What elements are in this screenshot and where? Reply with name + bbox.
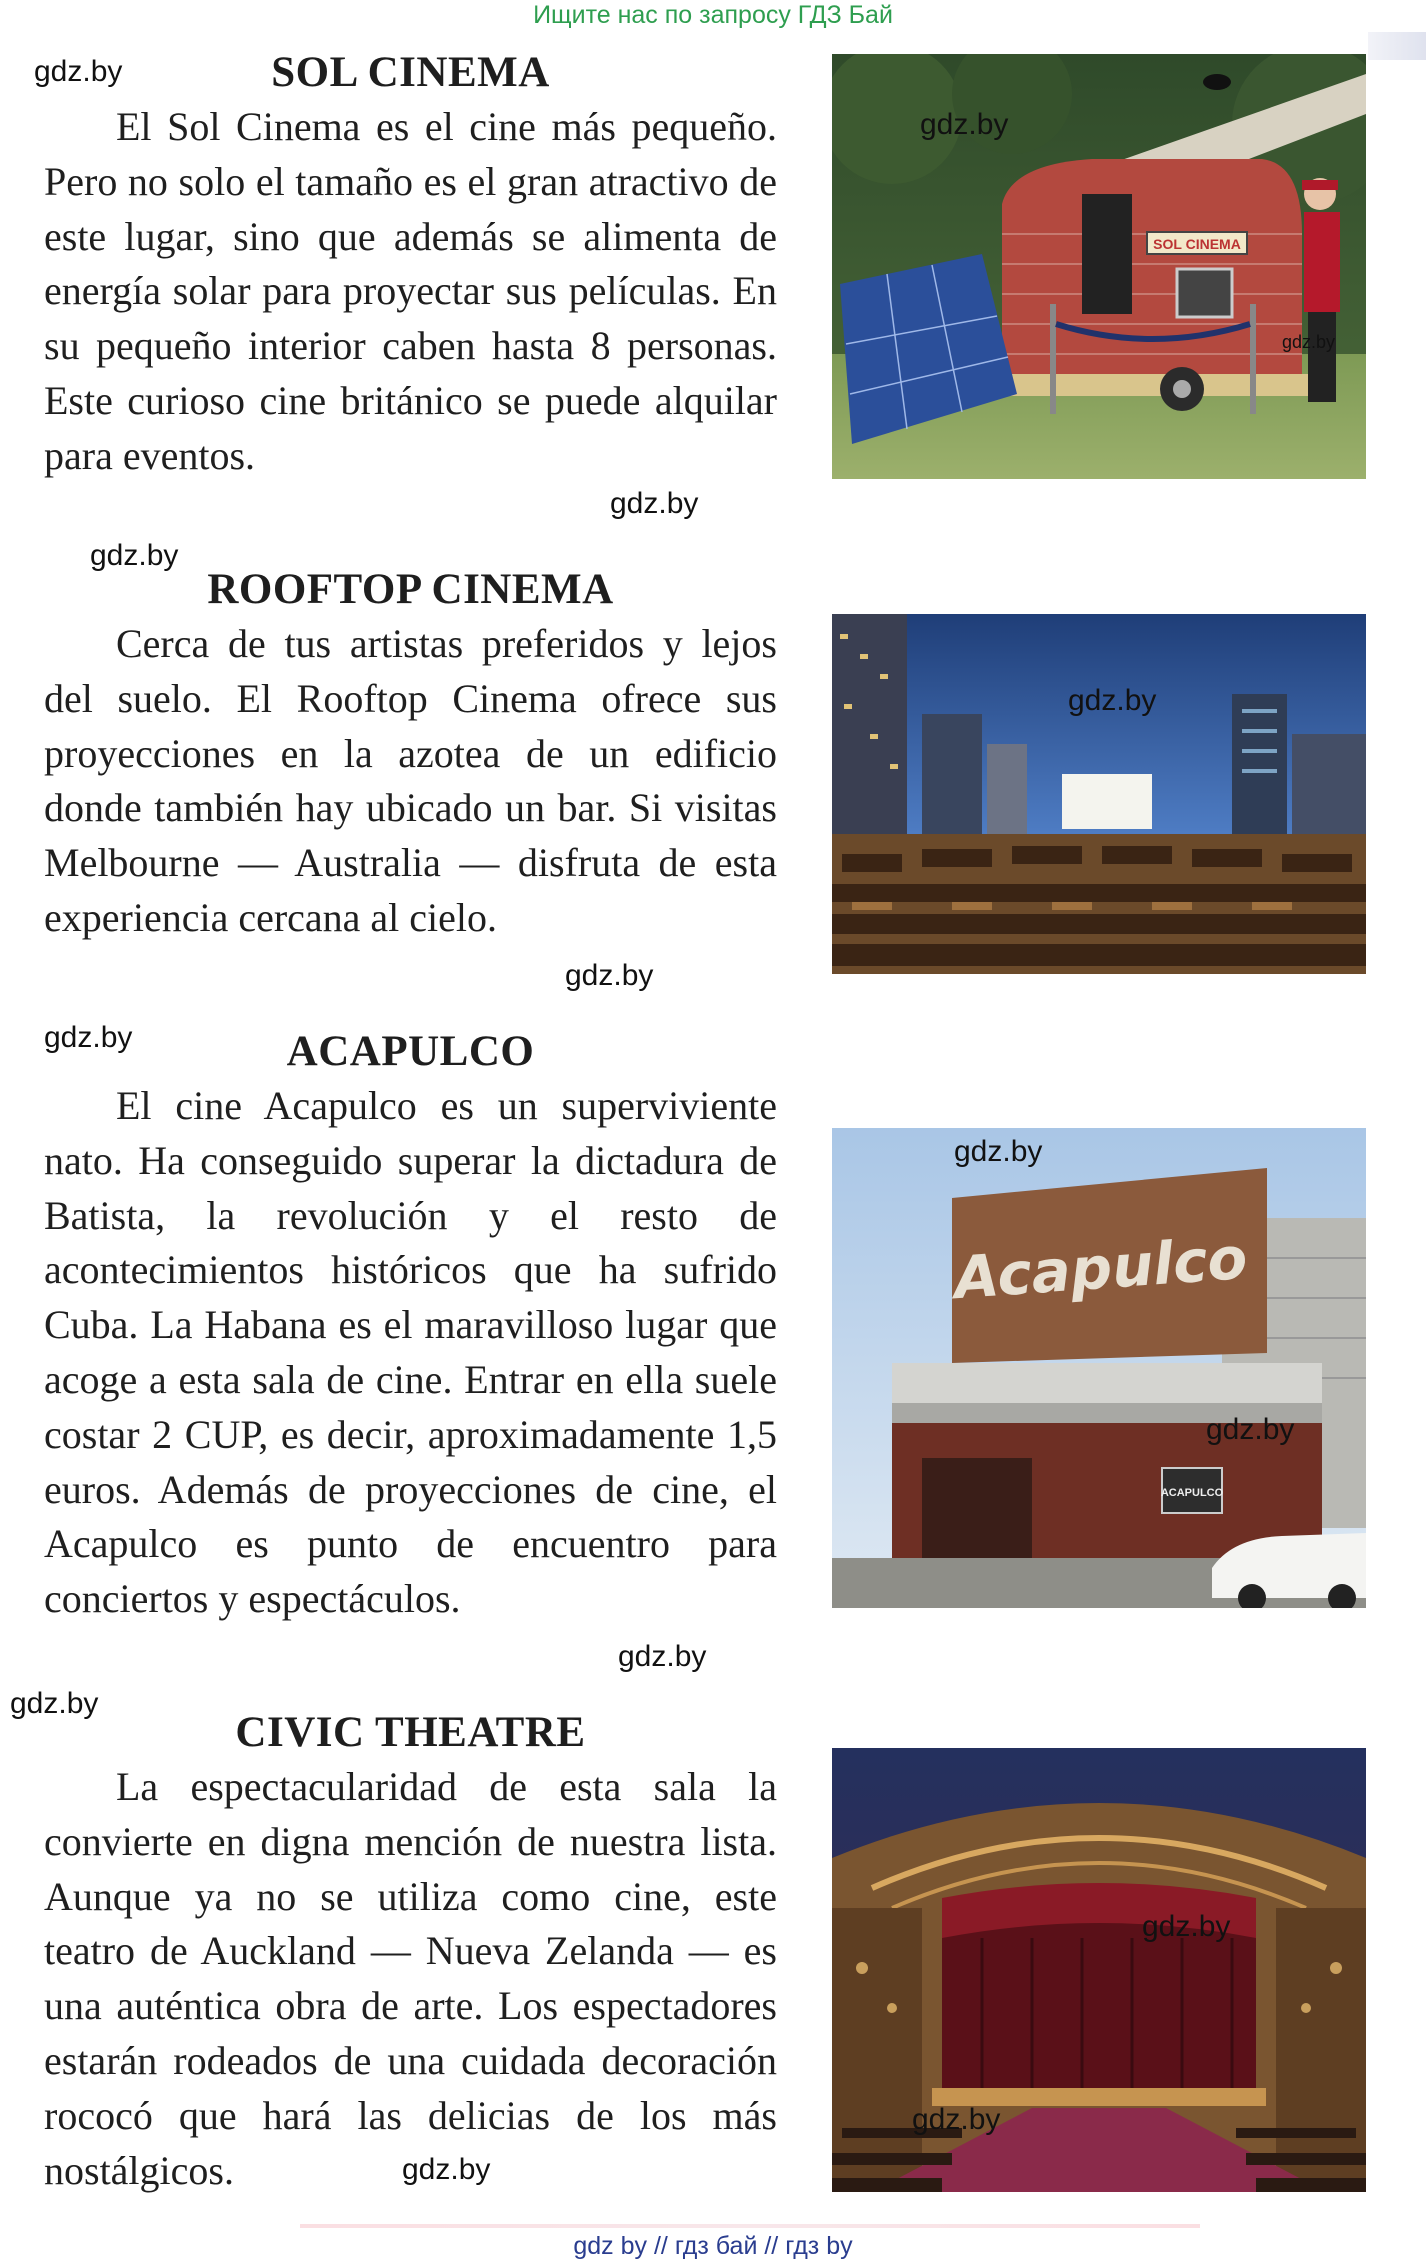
watermark: gdz.by: [1068, 684, 1157, 717]
watermark: gdz.by: [1206, 1413, 1295, 1446]
watermark: gdz.by: [618, 1640, 707, 1673]
section-rooftop-cinema: [44, 565, 777, 946]
photo-acapulco: [832, 1128, 1366, 1608]
watermark: gdz.by: [920, 108, 1009, 141]
watermark: gdz.by: [90, 539, 179, 572]
watermark: gdz.by: [610, 487, 699, 520]
section-title: ACAPULCO: [286, 1028, 535, 1075]
section-text: El Sol Cinema es el cine más pequeño. Pero no solo el tamaño es el gran atractivo de este lugar, sino que además se alimenta de energía solar para proyectar sus películas. En su pequeño interior caben hasta 8 personas. Este curioso cine británico se puede alquilar para eventos.: [44, 104, 777, 478]
watermark: gdz.by: [34, 55, 123, 88]
watermark: gdz.by: [1282, 332, 1336, 352]
footer-strip: [300, 2224, 1200, 2228]
watermark: gdz.by: [402, 2153, 491, 2186]
watermark: gdz.by: [565, 959, 654, 992]
acapulco-sign-text: Acapulco: [951, 1223, 1250, 1313]
watermark: gdz.by: [954, 1135, 1043, 1168]
watermark: gdz.by: [44, 1021, 133, 1054]
footer-links[interactable]: gdz by // гдз бай // гдз by: [573, 2232, 853, 2260]
watermark: gdz.by: [10, 1687, 99, 1720]
section-civic-theatre: [44, 1708, 777, 2198]
top-banner: Ищите нас по запросу ГДЗ Бай: [533, 1, 893, 29]
corner-tab: [1368, 32, 1426, 60]
watermark: gdz.by: [1142, 1910, 1231, 1943]
section-title: CIVIC THEATRE: [235, 1709, 586, 1756]
section-text: El cine Acapulco es un superviviente nato. Ha conseguido superar la dictadura de Batista, la revolución y el resto de acontecimientos históricos que ha sufrido Cuba. La Habana es el maravilloso lugar que acoge a esta sala de cine. Entrar en ella suele costar 2 CUP, es decir, aproximadamente 1,5 euros. Además de proyecciones de cine, el Acapulco es punto de encuentro para conciertos y espectáculos.: [44, 1083, 777, 1622]
section-text: La espectacularidad de esta sala la convierte en digna mención de nuestra lista. Aunque ya no se utiliza como cine, este teatro de Auckland — Nueva Zelanda — es una auténtica obra de arte. Los espectadores estarán rodeados de una cuidada decoración rococó que hará las delicias de los más nostálgicos.: [44, 1764, 777, 2193]
section-title: ROOFTOP CINEMA: [207, 566, 614, 613]
sol-sign-text: SOL CINEMA: [1153, 236, 1241, 252]
section-text: Cerca de tus artistas preferidos y lejos del suelo. El Rooftop Cinema ofrece sus proyecciones en la azotea de un edificio donde también hay ubicado un bar. Si visitas Melbourne — Australia — disfruta de esta experiencia cercana al cielo.: [44, 621, 777, 940]
photo-rooftop-cinema: [832, 614, 1366, 974]
acapulco-plaque-text: ACAPULCO: [1160, 1487, 1224, 1499]
section-acapulco: [44, 1027, 777, 1627]
watermark: gdz.by: [912, 2103, 1001, 2136]
photo-sol-cinema: [832, 54, 1366, 479]
section-title: SOL CINEMA: [271, 49, 550, 96]
section-sol-cinema: [44, 48, 777, 484]
